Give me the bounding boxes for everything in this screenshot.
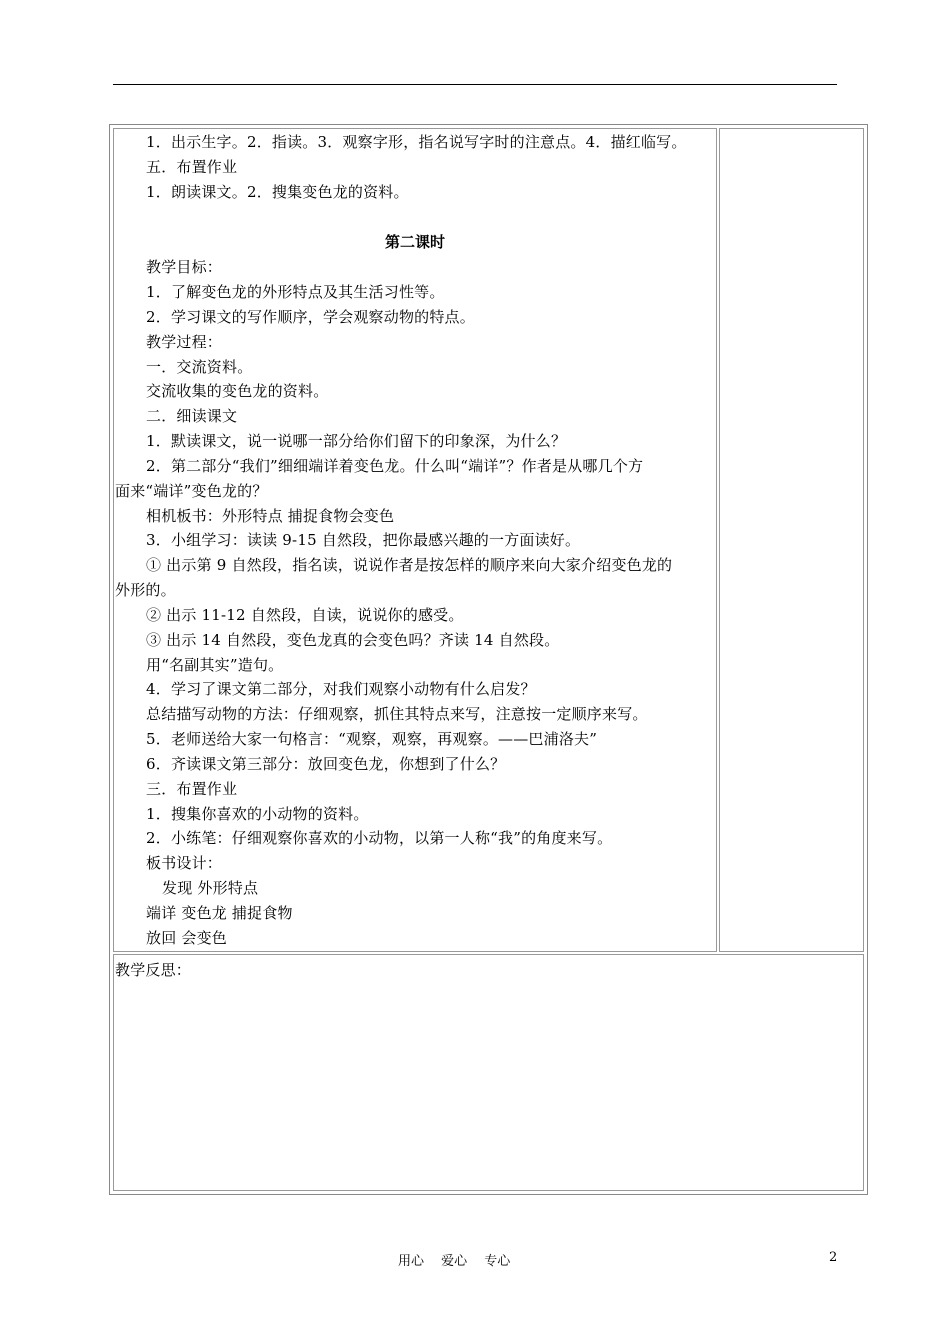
text-line: 二．细读课文 (146, 407, 238, 425)
text-line: 交流收集的变色龙的资料。 (146, 382, 329, 400)
footer-text: 用心 爱心 专心 (398, 1254, 511, 1269)
text-line: 1．搜集你喜欢的小动物的资料。 (146, 805, 369, 823)
text-line: ② 出示 11-12 自然段，自读，说说你的感受。 (146, 606, 464, 624)
text-line: 1．出示生字。2．指读。3．观察字形，指名说写字时的注意点。4．描红临写。 (146, 133, 687, 151)
page-number: 2 (829, 1250, 838, 1265)
text-line: 3．小组学习：读读 9-15 自然段，把你最感兴趣的一方面读好。 (146, 531, 581, 549)
text-line: 1．了解变色龙的外形特点及其生活习性等。 (146, 283, 445, 301)
text-line: 发现 外形特点 (162, 879, 259, 897)
text-line: 面来“端详”变色龙的？ (115, 482, 268, 500)
text-line: 外形的。 (115, 581, 176, 599)
section-title: 第二课时 (384, 233, 445, 251)
text-line: 端详 变色龙 捕捉食物 (146, 904, 293, 922)
reflection-label: 教学反思： (115, 961, 192, 979)
notes-cell (719, 128, 864, 952)
header-rule (113, 84, 837, 85)
text-line: 4．学习了课文第二部分，对我们观察小动物有什么启发？ (146, 680, 536, 698)
text-line: 2．第二部分“我们”细细端详着变色龙。什么叫“端详”？作者是从哪几个方 (146, 457, 644, 475)
text-line: 五．布置作业 (146, 158, 238, 176)
text-line: 教学目标： (146, 258, 223, 276)
text-line: 用“名副其实”造句。 (146, 656, 284, 674)
text-line: ③ 出示 14 自然段，变色龙真的会变色吗？齐读 14 自然段。 (146, 631, 560, 649)
text-line: 2．学习课文的写作顺序，学会观察动物的特点。 (146, 308, 475, 326)
text-line: 教学过程： (146, 333, 223, 351)
text-line: 三．布置作业 (146, 780, 238, 798)
text-line: 1．朗读课文。2．搜集变色龙的资料。 (146, 183, 409, 201)
text-line: 板书设计： (146, 854, 223, 872)
text-line: ① 出示第 9 自然段，指名读，说说作者是按怎样的顺序来向大家介绍变色龙的 (146, 556, 673, 574)
text-line: 1．默读课文，说一说哪一部分给你们留下的印象深，为什么？ (146, 432, 567, 450)
text-line: 一．交流资料。 (146, 358, 253, 376)
reflection-cell (113, 954, 864, 1191)
text-line: 放回 会变色 (146, 929, 227, 947)
text-line: 2．小练笔：仔细观察你喜欢的小动物，以第一人称“我”的角度来写。 (146, 829, 613, 847)
text-line: 5．老师送给大家一句格言：“观察，观察，再观察。——巴浦洛夫” (146, 730, 598, 748)
text-line: 总结描写动物的方法：仔细观察，抓住其特点来写，注意按一定顺序来写。 (146, 705, 648, 723)
text-line: 相机板书：外形特点 捕捉食物会变色 (146, 507, 395, 525)
text-line: 6．齐读课文第三部分：放回变色龙，你想到了什么？ (146, 755, 506, 773)
